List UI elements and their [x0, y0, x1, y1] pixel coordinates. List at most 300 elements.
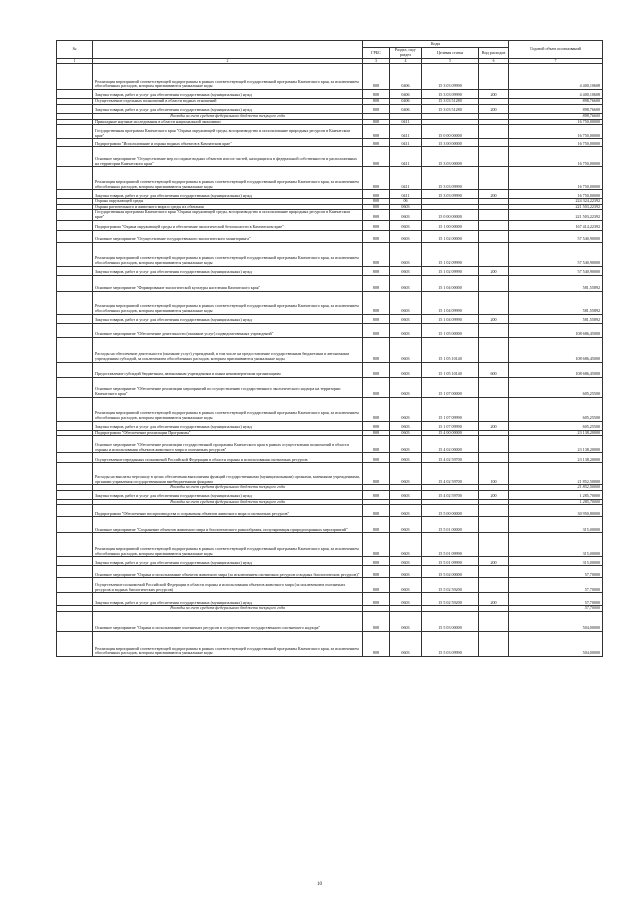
row-vid: 200 — [479, 314, 509, 323]
row-razdel: 0603 — [390, 314, 422, 323]
table-row — [57, 463, 603, 485]
row-description: Закупка товаров, работ и услуг для обеспечения государственных (муниципальных) нужд — [93, 190, 363, 199]
row-grbs: 808 — [363, 490, 390, 499]
row-description: Основное мероприятие "Обеспечение реализации государственной программы Камчатского края в рамках осуществления полномочий в области охраны и использования объектов животного мира и охотничьих ресурсов" — [93, 436, 363, 453]
row-csr: 15 1 02 09990 — [422, 242, 479, 266]
table-row — [57, 557, 603, 566]
row-amount: 21 852,50000 — [509, 463, 603, 485]
row-amount: 16 750,00000 — [509, 167, 603, 190]
row-amount: 504,00000 — [509, 631, 603, 656]
row-razdel: 06 — [390, 199, 422, 205]
row-description: Государственная программа Камчатского края "Охрана окружающей среды, воспроизводство и использование природных ресурсов в Камчатском крае" — [93, 125, 363, 139]
colnum: 6 — [479, 59, 509, 64]
table-row — [57, 490, 603, 499]
row-num — [57, 362, 93, 377]
row-vid: 200 — [479, 593, 509, 606]
row-num — [57, 505, 93, 517]
row-num — [57, 291, 93, 314]
row-vid: 200 — [479, 105, 509, 114]
row-razdel: 0603 — [390, 291, 422, 314]
row-description: Основное мероприятие "Обеспечение реализации мероприятий по осуществлению государственного экологического надзора на территории Камчатского края" — [93, 377, 363, 397]
row-csr: 15 4 02 59700 — [422, 490, 479, 499]
row-grbs: 808 — [363, 533, 390, 557]
row-grbs: 808 — [363, 611, 390, 631]
row-razdel: 0603 — [390, 566, 422, 578]
row-razdel: 0406 — [390, 64, 422, 90]
row-vid — [479, 566, 509, 578]
row-csr: 15 0 00 00000 — [422, 125, 479, 139]
row-amount: 898,76600 — [509, 99, 603, 105]
header-name — [93, 41, 363, 59]
row-grbs: 808 — [363, 190, 390, 199]
row-num — [57, 421, 93, 430]
row-vid — [479, 631, 509, 656]
row-amount: 4 400,10608 — [509, 64, 603, 90]
row-csr: 15 5 01 09990 — [422, 557, 479, 566]
row-grbs: 808 — [363, 631, 390, 656]
colnum: 2 — [93, 59, 363, 64]
row-vid: 200 — [479, 490, 509, 499]
table-row — [57, 611, 603, 631]
row-csr: 15 3 03 09990 — [422, 167, 479, 190]
row-grbs: 808 — [363, 430, 390, 436]
table-row — [57, 230, 603, 242]
table-row — [57, 105, 603, 114]
row-vid — [479, 275, 509, 291]
row-description: Реализация мероприятий соответствующей подпрограммы в рамках соответствующей государственной программы Камчатского края, за исключением обособленных расходов, которым присваиваются уникальные коды — [93, 167, 363, 190]
row-description: Закупка товаров, работ и услуг для обеспечения государственных (муниципальных) нужд — [93, 314, 363, 323]
row-description: Расходы за счет средств федерального бюджета текущего года — [93, 485, 363, 491]
row-csr: 15 4 00 00000 — [422, 430, 479, 436]
row-vid — [479, 578, 509, 593]
row-csr: 15 4 02 59700 — [422, 453, 479, 463]
row-grbs: 808 — [363, 578, 390, 593]
row-num — [57, 147, 93, 167]
table-row — [57, 453, 603, 463]
row-num — [57, 105, 93, 114]
table-row — [57, 266, 603, 275]
row-amount: 315,00000 — [509, 557, 603, 566]
row-num — [57, 593, 93, 606]
row-csr: 15 1 04 00000 — [422, 275, 479, 291]
row-amount: 108 686,45000 — [509, 323, 603, 337]
row-num — [57, 631, 93, 656]
row-amount: 315,00000 — [509, 533, 603, 557]
row-num — [57, 557, 93, 566]
row-num — [57, 377, 93, 397]
row-description: Основное мероприятие "Сохранение объектов животного мира и биологического разнообразия, популяризация природоохранных мероприятий" — [93, 517, 363, 533]
row-razdel: 0603 — [390, 377, 422, 397]
colnum: 5 — [422, 59, 479, 64]
row-razdel: 0603 — [390, 397, 422, 421]
row-vid: 200 — [479, 421, 509, 430]
row-razdel: 0603 — [390, 275, 422, 291]
row-description: Основное мероприятие "Охрана и использование объектов животного мира (за исключением охотничьих ресурсов и водных биологических ресурсов)" — [93, 566, 363, 578]
row-vid: 200 — [479, 90, 509, 99]
row-csr: 15 5 02 59200 — [422, 593, 479, 606]
row-description: Реализация мероприятий соответствующей подпрограммы в рамках соответствующей государственной программы Камчатского края, за исключением обособленных расходов, которым присваиваются уникальные коды — [93, 291, 363, 314]
row-razdel: 0603 — [390, 337, 422, 362]
row-amount: 1 285,70000 — [509, 490, 603, 499]
row-razdel: 0603 — [390, 323, 422, 337]
row-amount: 581,55892 — [509, 291, 603, 314]
row-amount: 16 750,00000 — [509, 139, 603, 147]
row-amount: 23 138,20000 — [509, 430, 603, 436]
table-row — [57, 125, 603, 139]
row-grbs: 808 — [363, 167, 390, 190]
row-razdel: 0603 — [390, 210, 422, 220]
table-row — [57, 220, 603, 230]
row-vid: 100 — [479, 463, 509, 485]
row-grbs: 808 — [363, 517, 390, 533]
row-num — [57, 337, 93, 362]
row-csr: 15 3 03 51280 — [422, 105, 479, 114]
row-amount: 16 750,00000 — [509, 119, 603, 125]
row-vid — [479, 230, 509, 242]
row-razdel: 0411 — [390, 139, 422, 147]
row-vid — [479, 533, 509, 557]
row-vid — [479, 64, 509, 90]
row-grbs: 808 — [363, 362, 390, 377]
table-row — [57, 578, 603, 593]
row-amount: 16 750,00000 — [509, 190, 603, 199]
row-razdel: 0603 — [390, 578, 422, 593]
row-vid — [479, 125, 509, 139]
row-description: Подпрограмма "Охрана окружающей среды и обеспечение экологической безопасности в Камчатском крае" — [93, 220, 363, 230]
table-row — [57, 139, 603, 147]
row-csr: 15 1 04 09990 — [422, 314, 479, 323]
row-razdel: 0411 — [390, 125, 422, 139]
row-grbs: 808 — [363, 275, 390, 291]
row-num — [57, 266, 93, 275]
row-vid — [479, 147, 509, 167]
row-description: Осуществление полномочий Российской Федерации в области охраны и использования объектов животного мира (за исключением охотничьих ресурсов и водных биологических ресурсов) — [93, 578, 363, 593]
row-csr: 15 1 07 09990 — [422, 421, 479, 430]
row-grbs: 808 — [363, 119, 390, 125]
row-vid — [479, 436, 509, 453]
table-row — [57, 533, 603, 557]
row-razdel: 0603 — [390, 611, 422, 631]
row-num — [57, 463, 93, 485]
row-amount: 581,55892 — [509, 275, 603, 291]
colnum: 4 — [390, 59, 422, 64]
table-row — [57, 64, 603, 90]
row-amount: 581,55892 — [509, 314, 603, 323]
row-razdel: 0411 — [390, 147, 422, 167]
table-row — [57, 167, 603, 190]
row-csr: 15 5 00 00000 — [422, 505, 479, 517]
row-grbs: 808 — [363, 230, 390, 242]
row-vid — [479, 242, 509, 266]
row-description: Осуществление отдельных полномочий в области водных отношений — [93, 99, 363, 105]
row-description: Основное мероприятие "Осуществление государственного экологического мониторинга" — [93, 230, 363, 242]
row-razdel: 0603 — [390, 631, 422, 656]
row-amount: 57,70000 — [509, 606, 603, 612]
row-csr: 15 3 03 51280 — [422, 99, 479, 105]
row-num — [57, 566, 93, 578]
row-description: Основное мероприятие "Осуществление мер по охране водных объектов или их частей, находящихся в федеральной собственности и расположенных на территории Камчатского края" — [93, 147, 363, 167]
row-grbs: 808 — [363, 139, 390, 147]
row-csr: 15 1 04 09990 — [422, 291, 479, 314]
row-razdel: 0603 — [390, 593, 422, 606]
row-amount: 898,76600 — [509, 105, 603, 114]
table-row — [57, 90, 603, 99]
row-amount: 57,70000 — [509, 593, 603, 606]
row-num — [57, 453, 93, 463]
row-vid — [479, 397, 509, 421]
row-description: Закупка товаров, работ и услуг для обеспечения государственных (муниципальных) нужд — [93, 90, 363, 99]
row-amount: 108 686,45000 — [509, 337, 603, 362]
table-row — [57, 210, 603, 220]
row-description: Реализация мероприятий соответствующей подпрограммы в рамках соответствующей государственной программы Камчатского края, за исключением обособленных расходов, которым присваиваются уникальные коды — [93, 242, 363, 266]
row-num — [57, 64, 93, 90]
row-grbs: 808 — [363, 397, 390, 421]
row-description: Расходы за счет средств федерального бюджета текущего года — [93, 499, 363, 505]
row-amount: 57,70000 — [509, 578, 603, 593]
row-vid — [479, 517, 509, 533]
row-amount: 504,00000 — [509, 611, 603, 631]
row-amount: 16 750,00000 — [509, 147, 603, 167]
table-row — [57, 242, 603, 266]
row-grbs: 808 — [363, 593, 390, 606]
row-vid — [479, 220, 509, 230]
row-csr: 15 1 07 00000 — [422, 377, 479, 397]
row-csr: 15 3 03 09990 — [422, 90, 479, 99]
row-razdel: 0603 — [390, 453, 422, 463]
table-row — [57, 190, 603, 199]
row-razdel: 0603 — [390, 266, 422, 275]
row-grbs: 808 — [363, 99, 390, 105]
table-row — [57, 147, 603, 167]
row-razdel: 0406 — [390, 99, 422, 105]
row-num — [57, 139, 93, 147]
row-vid — [479, 611, 509, 631]
row-description: Подпрограмма "Обеспечение реализации Программы" — [93, 430, 363, 436]
row-description: Основное мероприятие "Формирование экологической культуры населения Камчатского края" — [93, 275, 363, 291]
row-description: Основное мероприятие "Обеспечение деятельности (оказание услуг) подведомственных учреждений" — [93, 323, 363, 337]
row-amount: 57 540,90000 — [509, 230, 603, 242]
row-amount: 167 414,22392 — [509, 220, 603, 230]
row-vid: 200 — [479, 190, 509, 199]
row-description: Предоставление субсидий бюджетным, автономным учреждениям и иным некоммерческим организациям — [93, 362, 363, 377]
row-grbs: 808 — [363, 242, 390, 266]
row-grbs: 808 — [363, 125, 390, 139]
table-row — [57, 377, 603, 397]
table-row — [57, 436, 603, 453]
colnum: 3 — [363, 59, 390, 64]
row-description: Закупка товаров, работ и услуг для обеспечения государственных (муниципальных) нужд — [93, 105, 363, 114]
row-description: Расходы за счет средств федерального бюджета текущего года — [93, 114, 363, 120]
row-razdel: 0603 — [390, 204, 422, 210]
row-grbs: 808 — [363, 557, 390, 566]
row-amount: 4 400,10608 — [509, 90, 603, 99]
row-amount: 21 852,50000 — [509, 485, 603, 491]
row-description: Реализация мероприятий соответствующей подпрограммы в рамках соответствующей государственной программы Камчатского края, за исключением обособленных расходов, которым присваиваются уникальные коды — [93, 397, 363, 421]
row-grbs: 808 — [363, 199, 390, 205]
row-amount: 605,25500 — [509, 397, 603, 421]
row-amount: 605,25500 — [509, 421, 603, 430]
colnum: 1 — [57, 59, 93, 64]
row-razdel: 0406 — [390, 90, 422, 99]
row-grbs: 808 — [363, 566, 390, 578]
row-csr: 15 3 00 00000 — [422, 139, 479, 147]
row-razdel: 0603 — [390, 505, 422, 517]
row-grbs: 808 — [363, 266, 390, 275]
row-csr: 15 5 01 09990 — [422, 533, 479, 557]
row-csr: 15 4 02 00000 — [422, 436, 479, 453]
row-description: Закупка товаров, работ и услуг для обеспечения государственных (муниципальных) нужд — [93, 490, 363, 499]
row-csr: 15 3 03 00000 — [422, 147, 479, 167]
row-amount: 16 750,00000 — [509, 125, 603, 139]
row-grbs: 808 — [363, 147, 390, 167]
row-csr: 15 4 02 59700 — [422, 463, 479, 485]
row-num — [57, 611, 93, 631]
row-razdel: 0603 — [390, 220, 422, 230]
row-csr: 15 1 05 10140 — [422, 362, 479, 377]
row-vid — [479, 377, 509, 397]
row-vid — [479, 337, 509, 362]
row-num — [57, 242, 93, 266]
row-amount: 57 540,90000 — [509, 242, 603, 266]
header-vid: Вид расходов — [479, 48, 509, 59]
row-razdel: 0411 — [390, 190, 422, 199]
row-razdel: 0603 — [390, 230, 422, 242]
row-razdel: 0406 — [390, 105, 422, 114]
header-num: № — [57, 41, 93, 59]
row-razdel: 0603 — [390, 242, 422, 266]
table-row — [57, 291, 603, 314]
row-vid — [479, 139, 509, 147]
header-row-top — [57, 41, 603, 48]
header-razdel: Раздел, под- раздел — [390, 48, 422, 59]
row-razdel: 0411 — [390, 119, 422, 125]
table-row — [57, 362, 603, 377]
row-description: Закупка товаров, работ и услуг для обеспечения государственных (муниципальных) нужд — [93, 421, 363, 430]
row-amount: 221 503,22392 — [509, 210, 603, 220]
row-amount: 1 285,70000 — [509, 499, 603, 505]
table-row — [57, 421, 603, 430]
row-amount: 605,25500 — [509, 377, 603, 397]
table-row — [57, 323, 603, 337]
row-grbs: 808 — [363, 314, 390, 323]
table-row — [57, 631, 603, 656]
row-csr: 15 3 03 09990 — [422, 190, 479, 199]
row-num — [57, 578, 93, 593]
row-num — [57, 490, 93, 499]
row-grbs: 808 — [363, 291, 390, 314]
row-razdel: 0603 — [390, 362, 422, 377]
row-amount: 315,00000 — [509, 517, 603, 533]
row-vid — [479, 210, 509, 220]
row-grbs: 808 — [363, 105, 390, 114]
row-grbs: 808 — [363, 463, 390, 485]
row-description: Реализация мероприятий соответствующей подпрограммы в рамках соответствующей государственной программы Камчатского края, за исключением обособленных расходов, которым присваиваются уникальные коды — [93, 631, 363, 656]
row-csr: 15 1 02 09990 — [422, 266, 479, 275]
row-num — [57, 90, 93, 99]
row-description: Расходы на обеспечение деятельности (оказание услуг) учреждений, в том числе на предоставление государственным бюджетным и автономным учреждениям субсидий, за исключением обособленных расходов, которым присваиваются уникальные коды — [93, 337, 363, 362]
row-csr: 15 1 07 09990 — [422, 397, 479, 421]
row-vid — [479, 167, 509, 190]
page-number: 10 — [317, 882, 322, 887]
row-description: Охрана окружающей среды — [93, 199, 363, 205]
row-amount: 57,70000 — [509, 566, 603, 578]
row-num — [57, 125, 93, 139]
row-description: Охрана растительного и животного мира и среды их обитания — [93, 204, 363, 210]
row-grbs: 808 — [363, 337, 390, 362]
row-description: Закупка товаров, работ и услуг для обеспечения государственных (муниципальных) нужд — [93, 557, 363, 566]
row-description: Государственная программа Камчатского края "Охрана окружающей среды, воспроизводство и использование природных ресурсов в Камчатском крае" — [93, 210, 363, 220]
row-amount: 224 324,22392 — [509, 199, 603, 205]
row-razdel: 0603 — [390, 517, 422, 533]
row-description: Основное мероприятие "Охрана и использование охотничьих ресурсов и осуществление государственного охотничьего надзора" — [93, 611, 363, 631]
table-row — [57, 593, 603, 606]
row-razdel: 0603 — [390, 533, 422, 557]
row-csr: 15 3 03 09990 — [422, 64, 479, 90]
row-razdel: 0603 — [390, 421, 422, 430]
row-description: Подпрограмма "Использование и охрана водных объектов в Камчатском крае" — [93, 139, 363, 147]
row-num — [57, 190, 93, 199]
row-csr: 15 1 05 10140 — [422, 337, 479, 362]
row-vid — [479, 453, 509, 463]
row-num — [57, 436, 93, 453]
row-csr: 15 1 05 00000 — [422, 323, 479, 337]
row-amount: 23 138,20000 — [509, 436, 603, 453]
row-vid: 200 — [479, 557, 509, 566]
row-razdel: 0411 — [390, 167, 422, 190]
row-num — [57, 314, 93, 323]
row-description: Закупка товаров, работ и услуг для обеспечения государственных (муниципальных) нужд — [93, 593, 363, 606]
row-csr: 15 5 03 00000 — [422, 611, 479, 631]
row-num — [57, 323, 93, 337]
row-num — [57, 230, 93, 242]
row-amount: 898,76600 — [509, 114, 603, 120]
row-description: Расходы за счет средств федерального бюджета текущего года — [93, 606, 363, 612]
row-vid: 600 — [479, 362, 509, 377]
row-grbs: 808 — [363, 453, 390, 463]
row-amount: 57 540,90000 — [509, 266, 603, 275]
table-row — [57, 337, 603, 362]
row-num — [57, 210, 93, 220]
row-num — [57, 397, 93, 421]
row-amount: 30 950,80000 — [509, 505, 603, 517]
row-csr: 15 5 02 59200 — [422, 578, 479, 593]
row-grbs: 808 — [363, 204, 390, 210]
budget-table — [56, 40, 603, 657]
row-csr: 15 5 02 00000 — [422, 566, 479, 578]
table-row — [57, 566, 603, 578]
row-grbs: 808 — [363, 210, 390, 220]
row-grbs: 808 — [363, 505, 390, 517]
row-csr: 15 1 02 00000 — [422, 230, 479, 242]
row-description: Подпрограмма "Обеспечение воспроизводства и сохранения объектов животного мира и охотничьих ресурсов" — [93, 505, 363, 517]
row-vid — [479, 505, 509, 517]
row-csr: 15 1 00 00000 — [422, 220, 479, 230]
header-codes: Коды — [363, 41, 509, 48]
row-grbs: 808 — [363, 220, 390, 230]
header-csr: Целевая статья — [422, 48, 479, 59]
row-description: Реализация мероприятий соответствующей подпрограммы в рамках соответствующей государственной программы Камчатского края, за исключением обособленных расходов, которым присваиваются уникальные коды — [93, 64, 363, 90]
row-amount: 23 138,20000 — [509, 453, 603, 463]
table-row — [57, 517, 603, 533]
row-razdel: 0603 — [390, 436, 422, 453]
row-razdel: 0603 — [390, 463, 422, 485]
row-description: Расходы на выплаты персоналу в целях обеспечения выполнения функций государственными (муниципальными) органами, казенными учреждениями, органами управления государственными внебюджетными фондами — [93, 463, 363, 485]
table-row — [57, 397, 603, 421]
header-amount: Годовой объем ассигнований — [509, 41, 603, 59]
row-description: Реализация мероприятий соответствующей подпрограммы в рамках соответствующей государственной программы Камчатского края, за исключением обособленных расходов, которым присваиваются уникальные коды — [93, 533, 363, 557]
row-description: Осуществление переданных полномочий Российской Федерации в области охраны и использования охотничьих ресурсов — [93, 453, 363, 463]
budget-table-sheet — [56, 40, 602, 657]
